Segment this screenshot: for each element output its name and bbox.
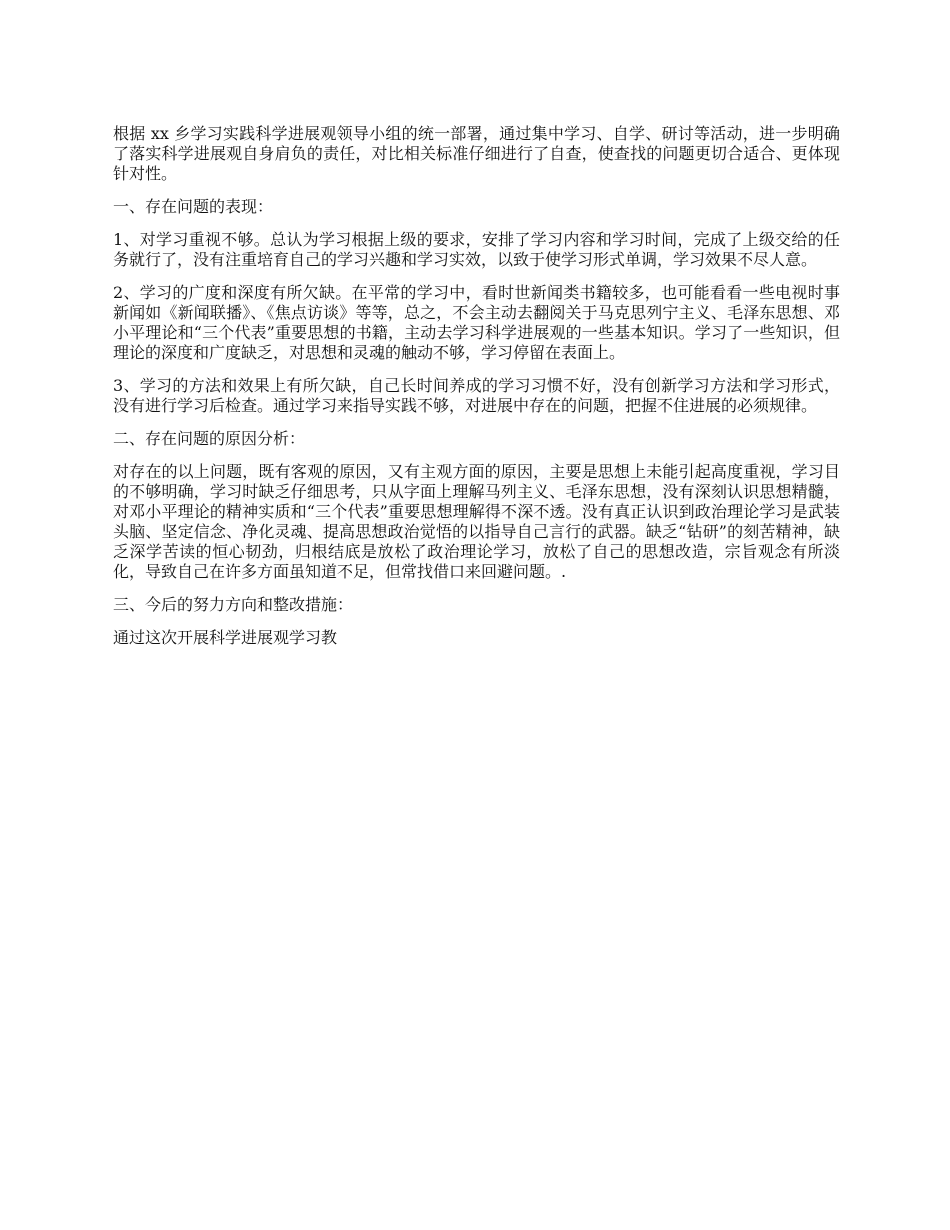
document-body: [113, 124, 840, 661]
problem-item-1: 1、对学习重视不够。总认为学习根据上级的要求，安排了学习内容和学习时间，完成了上级交给的任务就行了，没有注重培育自己的学习兴趣和学习实效，以致于使学习形式单调，学习效果不尽人意。: [113, 230, 840, 269]
problem-item-2: 2、学习的广度和深度有所欠缺。在平常的学习中，看时世新闻类书籍较多，也可能看看一些电视时事新闻如《新闻联播》、《焦点访谈》等等，总之，不会主动去翻阅关于马克思列宁主义、毛泽东思想、邓小平理论和“三个代表”重要思想的书籍，主动去学习科学进展观的一些基本知识。学习了一些知识，但理论的深度和广度缺乏，对思想和灵魂的触动不够，学习停留在表面上。: [113, 283, 840, 362]
measures-paragraph: 通过这次开展科学进展观学习教: [113, 628, 338, 647]
causes-paragraph: 对存在的以上问题，既有客观的原因，又有主观方面的原因，主要是思想上未能引起高度重视，学习目的不够明确，学习时缺乏仔细思考，只从字面上理解马列主义、毛泽东思想，没有深刻认识思想精髓，对邓小平理论的精神实质和“三个代表”重要思想理解得不深不透。没有真正认识到政治理论学习是武装头脑、坚定信念、净化灵魂、提高思想政治觉悟的以指导自己言行的武器。缺乏“钻研”的刻苦精神，缺乏深学苦读的恒心韧劲，归根结底是放松了政治理论学习，放松了自己的思想改造，宗旨观念有所淡化，导致自己在许多方面虽知道不足，但常找借口来回避问题。.: [113, 462, 840, 581]
section-heading-measures: 三、今后的努力方向和整改措施：: [113, 595, 354, 614]
section-heading-problems: 一、存在问题的表现：: [113, 197, 274, 216]
problem-item-3: 3、学习的方法和效果上有所欠缺，自己长时间养成的学习习惯不好，没有创新学习方法和学习形式，没有进行学习后检查。通过学习来指导实践不够，对进展中存在的问题，把握不住进展的必须规律。: [113, 376, 840, 415]
intro-paragraph: 根据 xx 乡学习实践科学进展观领导小组的统一部署，通过集中学习、自学、研讨等活动，进一步明确了落实科学进展观自身肩负的责任，对比相关标准仔细进行了自查，使查找的问题更切合适合、更体现针对性。: [113, 124, 840, 183]
section-heading-causes: 二、存在问题的原因分析：: [113, 429, 306, 448]
